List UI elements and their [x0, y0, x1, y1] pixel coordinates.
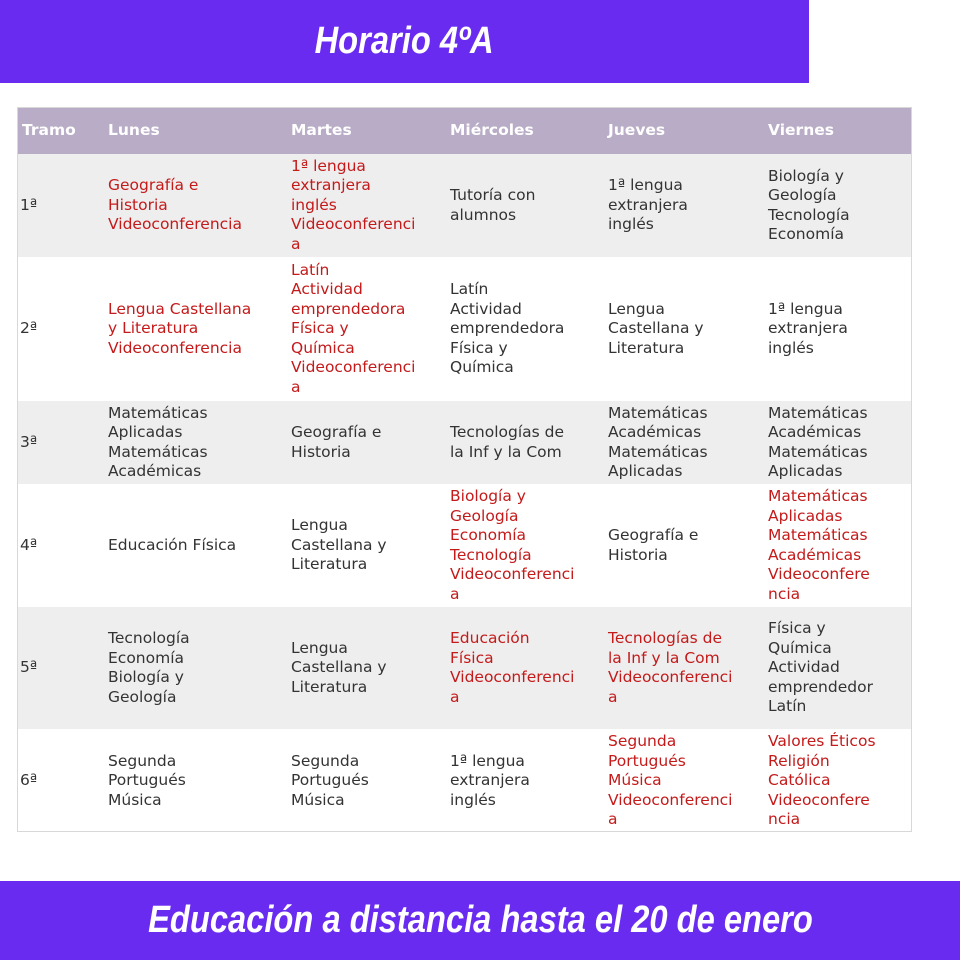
- schedule-cell-jueves: [604, 401, 764, 484]
- cell-text-line: Música: [291, 790, 345, 809]
- cell-text-line: Videoconferenci: [450, 668, 575, 686]
- cell-text-line: Videoconferenci: [291, 358, 416, 377]
- column-header-miercoles: Miércoles: [450, 121, 534, 140]
- cell-text-line: 1ª lengua: [608, 176, 683, 195]
- cell-text-line: Literatura: [608, 338, 685, 357]
- cell-text-line: Portugués: [291, 771, 369, 790]
- cell-text-line: Videoconferencia: [108, 338, 242, 357]
- schedule-cell-viernes: [764, 401, 912, 484]
- cell-text-line: Geología: [108, 687, 177, 706]
- schedule-cell-miercoles: [446, 484, 604, 607]
- cell-text-line: Tecnología: [450, 545, 532, 564]
- schedule-cell-lunes: [104, 401, 287, 484]
- cell-text-line: Segunda: [108, 751, 177, 770]
- schedule-cell-viernes: [764, 484, 912, 607]
- cell-text-line: Aplicadas: [768, 506, 843, 525]
- schedule-cell-martes: [287, 484, 446, 607]
- cell-text-line: Videoconferenci: [608, 790, 733, 809]
- cell-text-line: Portugués: [108, 771, 186, 790]
- cell-text-line: Física y: [450, 338, 508, 357]
- schedule-cell-jueves: [604, 729, 764, 832]
- cell-text-line: Académicas: [108, 462, 202, 480]
- tramo-cell: 3ª: [20, 432, 38, 451]
- cell-text-line: extranjera: [450, 771, 530, 790]
- column-header-viernes: Viernes: [768, 121, 834, 140]
- cell-text-line: Historia: [108, 195, 168, 214]
- cell-text-line: Historia: [608, 545, 668, 564]
- schedule-cell-lunes: [104, 729, 287, 832]
- table-row: [18, 401, 912, 484]
- cell-text-line: 1ª lengua: [450, 751, 525, 770]
- cell-text-line: Lengua: [291, 638, 348, 657]
- cell-text-line: Católica: [768, 771, 831, 790]
- cell-text-line: Geografía e: [608, 526, 699, 544]
- cell-text-line: Economía: [450, 526, 527, 544]
- cell-text-line: Tecnologías de: [608, 629, 723, 647]
- bottom-banner: [0, 881, 960, 960]
- cell-text-line: Física y: [768, 619, 826, 638]
- schedule-cell-miercoles: [446, 401, 604, 484]
- cell-text-line: a: [608, 810, 618, 829]
- cell-text-line: Música: [108, 790, 162, 809]
- cell-text-line: Geografía e: [108, 176, 199, 195]
- schedule-table-container: [17, 107, 912, 832]
- cell-text-line: Matemáticas: [768, 487, 868, 505]
- cell-text-line: Biología y: [768, 166, 844, 185]
- table-row: [18, 607, 912, 729]
- cell-text-line: Química: [450, 358, 514, 377]
- cell-text-line: Lengua: [608, 299, 665, 318]
- table-row: [18, 154, 912, 257]
- cell-text-line: Historia: [291, 442, 351, 461]
- cell-text-line: Aplicadas: [108, 423, 183, 441]
- cell-text-line: Videoconfere: [768, 790, 870, 809]
- cell-text-line: Economía: [768, 225, 845, 243]
- tramo-cell: 2ª: [20, 319, 38, 338]
- schedule-cell-miercoles: [446, 154, 604, 257]
- tramo-cell: 1ª: [20, 195, 38, 214]
- schedule-cell-jueves: [604, 484, 764, 607]
- column-header-martes: Martes: [291, 121, 352, 140]
- schedule-cell-jueves: [604, 154, 764, 257]
- schedule-cell-miercoles: [446, 257, 604, 401]
- column-header-jueves: Jueves: [608, 121, 666, 140]
- tramo-cell: 6ª: [20, 771, 38, 790]
- cell-text-line: Tecnologías de: [450, 423, 565, 441]
- column-header-tramo: Tramo: [22, 121, 76, 140]
- schedule-cell-lunes: [104, 484, 287, 607]
- cell-text-line: 1ª lengua: [768, 299, 843, 318]
- cell-text-line: inglés: [291, 195, 337, 214]
- cell-text-line: emprendedora: [450, 319, 565, 338]
- column-header-lunes: Lunes: [108, 121, 160, 140]
- cell-text-line: Química: [291, 338, 355, 357]
- cell-text-line: Videoconferenci: [450, 565, 575, 583]
- schedule-cell-martes: [287, 729, 446, 832]
- cell-text-line: Tecnología: [768, 205, 850, 224]
- cell-text-line: inglés: [768, 338, 814, 357]
- cell-text-line: Actividad: [450, 299, 522, 318]
- cell-text-line: Matemáticas: [768, 403, 868, 422]
- cell-text-line: Lengua Castellana: [108, 299, 252, 318]
- cell-text-line: Académicas: [768, 423, 862, 441]
- cell-text-line: la Inf y la Com: [608, 648, 720, 667]
- cell-text-line: Aplicadas: [608, 462, 683, 480]
- cell-text-line: Lengua: [291, 516, 348, 535]
- cell-text-line: extranjera: [768, 319, 848, 338]
- tramo-cell: 4ª: [20, 535, 38, 554]
- cell-text-line: Física y: [291, 319, 349, 338]
- cell-text-line: Matemáticas: [108, 403, 208, 422]
- table-row: [18, 484, 912, 607]
- cell-text-line: Académicas: [768, 545, 862, 564]
- cell-text-line: Videoconferenci: [608, 668, 733, 686]
- cell-text-line: Matemáticas: [608, 442, 708, 461]
- cell-text-line: inglés: [450, 790, 496, 809]
- schedule-cell-lunes: [104, 154, 287, 257]
- table-row: [18, 257, 912, 401]
- cell-text-line: Castellana y: [291, 535, 387, 554]
- cell-text-line: Latín: [768, 697, 807, 716]
- cell-text-line: Segunda: [291, 751, 360, 770]
- cell-text-line: Geología: [450, 506, 519, 525]
- cell-text-line: emprendedora: [291, 299, 406, 318]
- cell-text-line: Educación Física: [108, 535, 237, 554]
- cell-text-line: Académicas: [608, 423, 702, 441]
- schedule-body: [18, 154, 912, 832]
- cell-text-line: Matemáticas: [608, 403, 708, 422]
- tramo-cell: 5ª: [20, 658, 38, 677]
- cell-text-line: y Literatura: [108, 319, 199, 338]
- cell-text-line: Tecnología: [108, 629, 190, 647]
- cell-text-line: Videoconferencia: [108, 215, 242, 234]
- table-header-row: [18, 108, 912, 154]
- cell-text-line: Economía: [108, 648, 185, 667]
- cell-text-line: Castellana y: [608, 319, 704, 338]
- schedule-cell-miercoles: [446, 729, 604, 832]
- cell-text-line: Matemáticas: [108, 442, 208, 461]
- cell-text-line: a: [608, 687, 618, 706]
- schedule-cell-viernes: [764, 729, 912, 832]
- cell-text-line: Geología: [768, 186, 837, 204]
- cell-text-line: emprendedor: [768, 677, 873, 696]
- schedule-cell-miercoles: [446, 607, 604, 729]
- cell-text-line: Matemáticas: [768, 442, 868, 461]
- cell-text-line: a: [291, 377, 301, 396]
- cell-text-line: Biología y: [108, 668, 184, 686]
- cell-text-line: Geografía e: [291, 423, 382, 441]
- cell-text-line: a: [291, 234, 301, 253]
- cell-text-line: Latín: [450, 280, 489, 299]
- page-title: Horario 4ºA: [314, 20, 495, 62]
- cell-text-line: Química: [768, 638, 832, 657]
- cell-text-line: Religión: [768, 751, 830, 770]
- cell-text-line: Literatura: [291, 555, 368, 574]
- table-row: [18, 729, 912, 832]
- cell-text-line: Música: [608, 771, 662, 790]
- cell-text-line: inglés: [608, 215, 654, 234]
- cell-text-line: Latín: [291, 260, 330, 279]
- cell-text-line: ncia: [768, 810, 801, 829]
- cell-text-line: Aplicadas: [768, 462, 843, 480]
- cell-text-line: Matemáticas: [768, 526, 868, 544]
- footer-notice: Educación a distancia hasta el 20 de enero: [147, 899, 813, 941]
- cell-text-line: Biología y: [450, 487, 526, 505]
- schedule-cell-lunes: [104, 257, 287, 401]
- cell-text-line: Física: [450, 648, 494, 667]
- cell-text-line: extranjera: [608, 195, 688, 214]
- cell-text-line: ncia: [768, 584, 801, 603]
- cell-text-line: Portugués: [608, 751, 686, 770]
- schedule-cell-jueves: [604, 257, 764, 401]
- schedule-cell-lunes: [104, 607, 287, 729]
- schedule-cell-martes: [287, 154, 446, 257]
- schedule-table: [18, 108, 912, 832]
- cell-text-line: a: [450, 584, 460, 603]
- cell-text-line: Videoconferenci: [291, 215, 416, 234]
- cell-text-line: la Inf y la Com: [450, 442, 562, 461]
- cell-text-line: extranjera: [291, 176, 371, 195]
- cell-text-line: Segunda: [608, 732, 677, 751]
- schedule-cell-martes: [287, 401, 446, 484]
- schedule-cell-viernes: [764, 154, 912, 257]
- cell-text-line: Valores Éticos: [768, 732, 876, 751]
- schedule-cell-viernes: [764, 257, 912, 401]
- schedule-cell-martes: [287, 257, 446, 401]
- cell-text-line: Castellana y: [291, 658, 387, 677]
- cell-text-line: a: [450, 687, 460, 706]
- cell-text-line: Actividad: [291, 280, 363, 299]
- cell-text-line: Videoconfere: [768, 565, 870, 583]
- cell-text-line: 1ª lengua: [291, 156, 366, 175]
- schedule-cell-viernes: [764, 607, 912, 729]
- cell-text-line: alumnos: [450, 205, 517, 224]
- schedule-cell-jueves: [604, 607, 764, 729]
- cell-text-line: Actividad: [768, 658, 840, 677]
- cell-text-line: Educación: [450, 629, 530, 647]
- cell-text-line: Literatura: [291, 677, 368, 696]
- top-banner: [0, 0, 809, 83]
- schedule-cell-martes: [287, 607, 446, 729]
- cell-text-line: Tutoría con: [450, 186, 536, 204]
